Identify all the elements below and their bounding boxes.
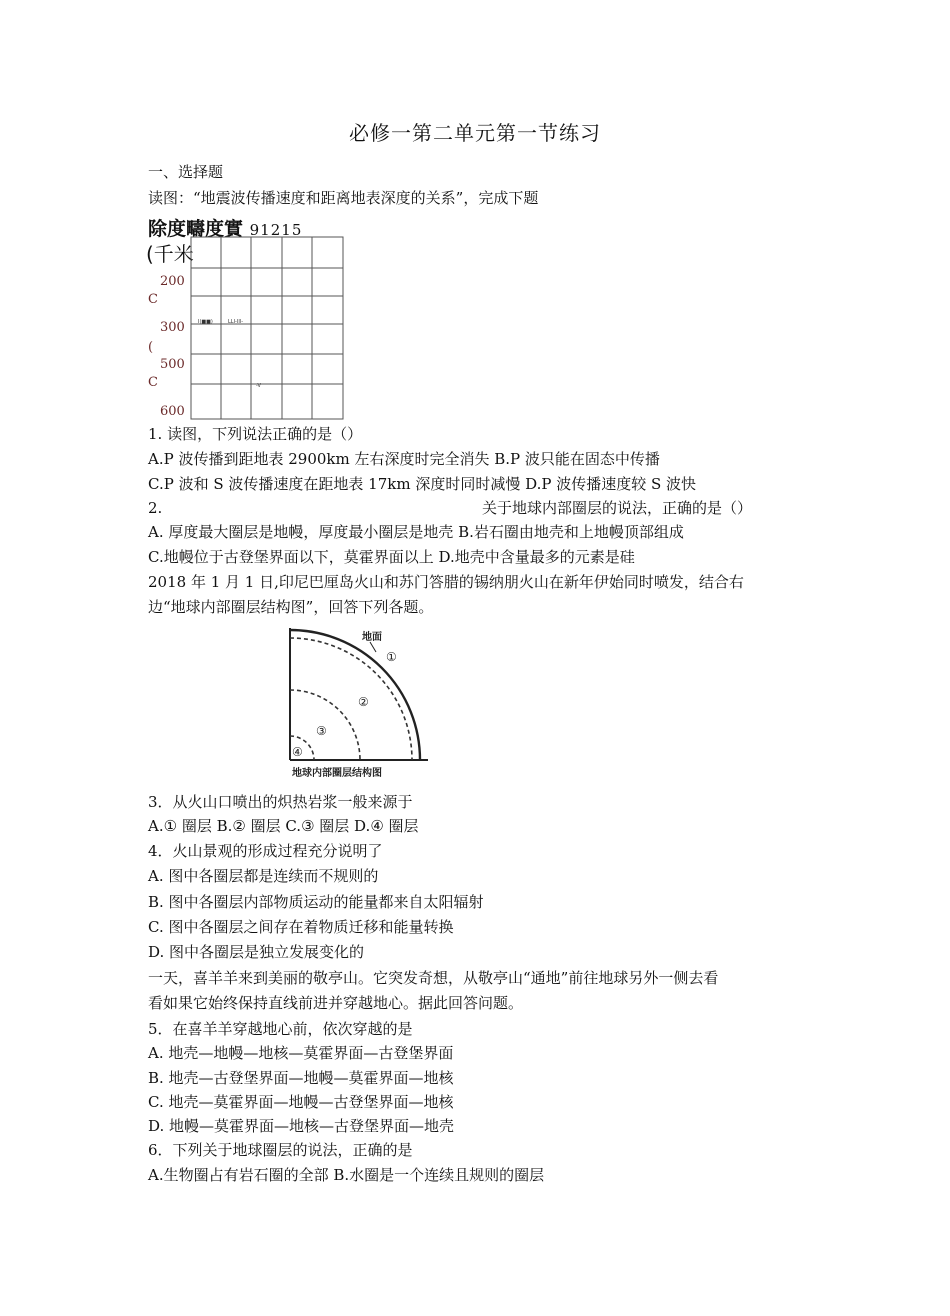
y-label-600: 600 bbox=[160, 404, 185, 419]
diagram-caption: 地球内部圈层结构图 bbox=[292, 768, 382, 779]
chart-header-main: 除度疇度實 bbox=[148, 218, 244, 240]
intro-seismic: 读图：“地震波传播速度和距离地表深度的关系”，完成下题 bbox=[148, 189, 539, 207]
q6-options-ab: A.生物圈占有岩石圈的全部 B.水圈是一个连续且规则的圈层 bbox=[148, 1166, 545, 1184]
q4-option-b: B. 图中各圈层内部物质运动的能量都来自太阳辐射 bbox=[148, 893, 484, 911]
side-letter-c1: C bbox=[148, 292, 158, 307]
q5-option-d: D. 地幔—莫霍界面—地核—古登堡界面—地壳 bbox=[148, 1117, 455, 1135]
q4-option-a: A. 图中各圈层都是连续而不规则的 bbox=[148, 867, 379, 885]
q5-option-c: C. 地壳—莫霍界面—地幔—古登堡界面—地核 bbox=[148, 1093, 454, 1111]
chart-mark-2: LLI-III- bbox=[228, 319, 244, 325]
q1-options-cd: C.P 波和 S 波传播速度在距地表 17km 深度时同时减慢 D.P 波传播速度较 S 波快 bbox=[148, 475, 697, 493]
intro-volcano-line1: 2018 年 1 月 1 日,印尼巴厘岛火山和苏门答腊的锡纳朋火山在新年伊始同时喷发，结合右 bbox=[148, 573, 744, 591]
side-letter-c2: C bbox=[148, 375, 158, 390]
side-letter-paren: ( bbox=[148, 340, 154, 355]
q5-option-a: A. 地壳—地幔—地核—莫霍界面—古登堡界面 bbox=[148, 1044, 454, 1062]
layer-marker-3: ③ bbox=[316, 724, 327, 738]
surface-label: 地面 bbox=[362, 632, 382, 643]
q1-options-ab: A.P 波传播到距地表 2900km 左右深度时完全消失 B.P 波只能在固态中传播 bbox=[148, 450, 660, 468]
layer-marker-1: ① bbox=[386, 650, 397, 664]
q6-stem: 6．下列关于地球圈层的说法，正确的是 bbox=[148, 1141, 413, 1159]
q4-stem: 4．火山景观的形成过程充分说明了 bbox=[148, 842, 383, 860]
y-label-200: 200 bbox=[160, 274, 185, 289]
intro-goat-line1: 一天，喜羊羊来到美丽的敬亭山。它突发奇想，从敬亭山“通地”前往地球另外一侧去看 bbox=[148, 969, 719, 987]
q4-option-d: D. 图中各圈层是独立发展变化的 bbox=[148, 943, 365, 961]
q2-stem: 关于地球内部圈层的说法，正确的是（） bbox=[482, 499, 753, 517]
q1-stem: 1. 读图，下列说法正确的是（） bbox=[148, 425, 363, 443]
chart-mark-3: -V bbox=[256, 383, 261, 389]
q4-option-c: C. 图中各圈层之间存在着物质迁移和能量转换 bbox=[148, 918, 454, 936]
q2-options-cd: C.地幔位于古登堡界面以下，莫霍界面以上 D.地壳中含量最多的元素是硅 bbox=[148, 548, 635, 566]
section-heading: 一、选择题 bbox=[148, 163, 224, 181]
q3-stem: 3．从火山口喷出的炽热岩浆一般来源于 bbox=[148, 793, 413, 811]
q2-options-ab: A. 厚度最大圈层是地幔，厚度最小圈层是地壳 B.岩石圈由地壳和上地幔顶部组成 bbox=[148, 523, 684, 541]
earth-layers-diagram bbox=[286, 626, 430, 782]
seismic-chart-grid bbox=[190, 236, 344, 420]
chart-mark-1: I(■■) bbox=[198, 319, 213, 325]
intro-goat-line2: 看如果它始终保持直线前进并穿越地心。据此回答问题。 bbox=[148, 994, 524, 1012]
layer-marker-2: ② bbox=[358, 695, 369, 709]
page-title: 必修一第二单元第一节练习 bbox=[349, 121, 601, 145]
q5-option-b: B. 地壳—古登堡界面—地幔—莫霍界面—地核 bbox=[148, 1069, 454, 1087]
q5-stem: 5．在喜羊羊穿越地心前，依次穿越的是 bbox=[148, 1020, 413, 1038]
chart-header-nums: 91215 bbox=[249, 221, 303, 239]
q3-options: A.① 圈层 B.② 圈层 C.③ 圈层 D.④ 圈层 bbox=[148, 817, 419, 835]
y-label-300: 300 bbox=[160, 320, 185, 335]
chart-header-unit: (千米 bbox=[146, 242, 194, 266]
layer-marker-4: ④ bbox=[292, 745, 303, 759]
intro-volcano-line2: 边“地球内部圈层结构图”，回答下列各题。 bbox=[148, 598, 434, 616]
q2-number: 2. bbox=[148, 499, 163, 517]
y-label-500: 500 bbox=[160, 357, 185, 372]
